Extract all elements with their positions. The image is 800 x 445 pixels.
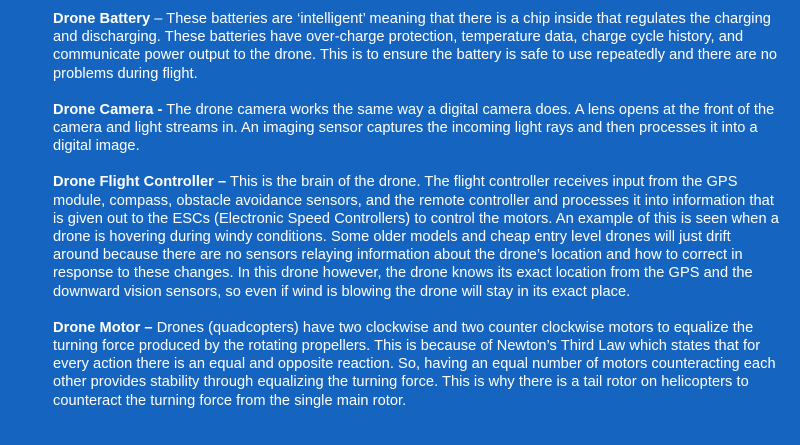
description-drone-battery: These batteries are ‘intelligent’ meaning that there is a chip inside that regulates the charging and discharging. These batteries have over-charge protection, temperature data, charge cycle history, and communicate power output to the drone. This is to ensure the battery is safe to use repeatedly and there are no problems during flight. xyxy=(53,11,778,82)
term-drone-motor: Drone Motor – xyxy=(53,319,153,336)
section-drone-motor xyxy=(53,319,780,410)
term-drone-flight-controller: Drone Flight Controller – xyxy=(53,174,227,191)
term-drone-battery: Drone Battery xyxy=(53,11,151,27)
description-drone-camera: The drone camera works the same way a digital camera does. A lens opens at the front of the camera and light streams in. An imaging sensor captures the incoming light rays and then processes it into a digital image. xyxy=(53,101,775,155)
description-drone-motor: Drones (quadcopters) have two clockwise and two counter clockwise motors to equalize the turning force produced by the rotating propellers. This is because of Newton’s Third Law which states that for every action there is an equal and opposite reaction. So, having an equal number of motors counteracting each other provides stability through equalizing the turning force. This is why there is a tail rotor on helicopters to counteract the turning force from the single main rotor. xyxy=(53,319,776,409)
section-drone-camera xyxy=(53,101,780,156)
section-drone-battery xyxy=(53,10,780,83)
section-drone-flight-controller xyxy=(53,173,780,300)
term-drone-camera: Drone Camera - xyxy=(53,101,163,118)
separator: – xyxy=(150,11,167,27)
description-drone-flight-controller: This is the brain of the drone. The flight controller receives input from the GPS module, compass, obstacle avoidance sensors, and the remote controller and processes it into information that is given out to the ESCs (Electronic Speed Controllers) to control the motors. An example of this is seen when a drone is hovering during windy conditions. Some older models and cheap entry level drones will just drift around because there are no sensors relaying information about the drone’s location and how to correct in response to these changes. In this drone however, the drone knows its exact location from the GPS and the downward vision sensors, so even if wind is blowing the drone will stay in its exact place. xyxy=(53,174,779,300)
